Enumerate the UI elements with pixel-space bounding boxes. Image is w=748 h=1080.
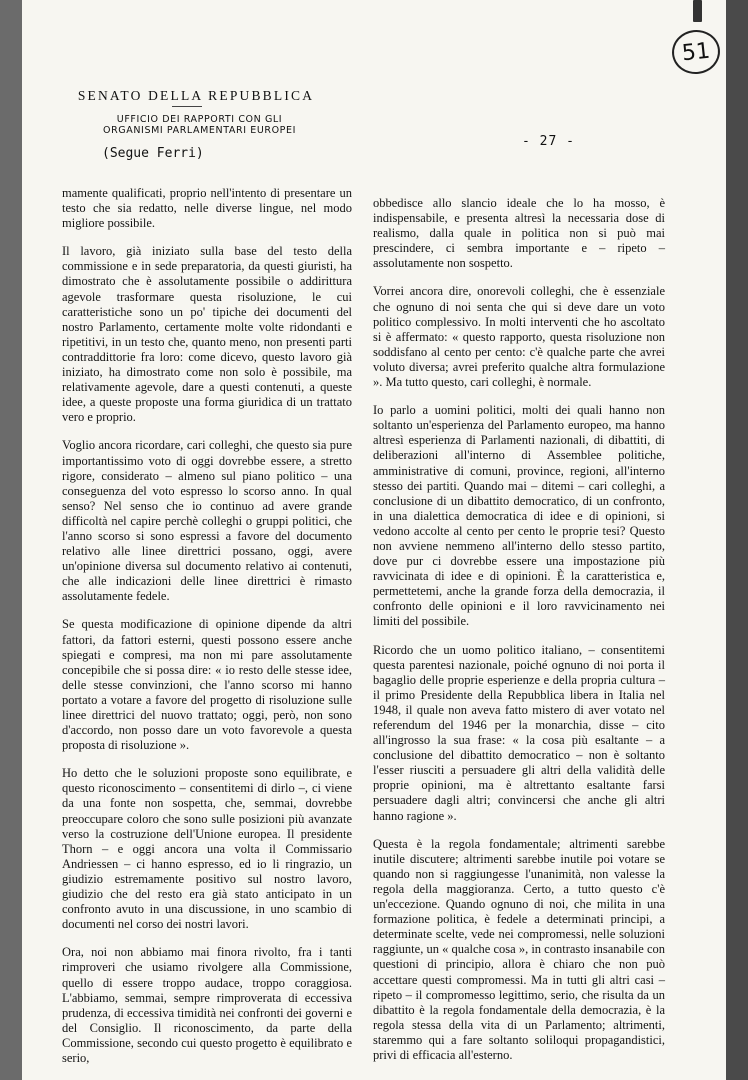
- paragraph: Questa è la regola fondamentale; altrimenti sarebbe inutile discutere; altrimenti sarebbe inutile poi votare se quando non si raggiungesse l'unanimità, non valesse la regola della maggioranza. Certo, a tutto questo c'è un'eccezione. Quando ognuno di noi, che milita in una formazione politica, è fedele a determinati principi, a determinate scelte, vede nei compromessi, nelle soluzioni raggiunte, un « qualche cosa », in contrasto insanabile con questioni di principio, allora è chiaro che non può accettare questi compromessi. Ma in tutti gli altri casi – ripeto – il compromesso legittimo, serio, che risulta da un dibattito è la regola fondamentale della democrazia, è la regola stessa della vita di un Parlamento; altrimenti, staremmo qui a fare soltanto soliloqui propagandistici, privi di efficacia all'esterno.: [373, 836, 665, 1062]
- paragraph: Se questa modificazione di opinione dipende da altri fattori, da fattori esterni, questi possono essere anche spiegati e compresi, ma non mi pare assolutamente concepibile che si possa dire: « io resto delle stesse idee, delle stesse convinzioni, che l'anno scorso mi hanno portato a votare a favore del progetto di risoluzione sulle linee direttrici del nuovo trattato; oggi, però, non sono d'accordo, non posso dare un voto favorevole a questa proposta di risoluzione ».: [62, 617, 352, 753]
- office-subtitle-line1: UFFICIO DEI RAPPORTI CON GLI: [116, 114, 283, 125]
- document-page: [22, 0, 726, 1080]
- segue-speaker: (Segue Ferri): [102, 146, 204, 161]
- senate-title: SENATO DELLA REPUBBLICA: [77, 88, 315, 103]
- paragraph: obbedisce allo slancio ideale che lo ha mosso, è indispensabile, e presenta altresì la necessaria dose di realismo, dalla quale in politica non si può mai prescindere, ci sembra importante e – ripeto – assolutamente non sospetto.: [373, 196, 665, 271]
- page-number: - 27 -: [522, 134, 575, 149]
- page-edge-shadow: [726, 0, 748, 1080]
- paragraph: Io parlo a uomini politici, molti dei quali hanno non soltanto un'esperienza del Parlamento europeo, ma hanno altresì esperienza di Parlamenti nazionali, di dibattiti, di deliberazioni all'interno di Assemblee politiche, amministrative di comuni, province, regioni, all'interno stesso dei partiti. Quando mai – ditemi – cari colleghi, a conclusione di un dibattito democratico, di un confronto, in una dialettica democratica di idee e di opinioni, si vedono accolte al cento per cento le proprie tesi? Questo non avviene nemmeno all'interno dello stesso partito, dove pur ci dovrebbe essere una impostazione più ravvicinata di idee e di opinioni. È la caratteristica e, permettetemi, anche la grande forza della democrazia, il confronto delle opinioni e il loro ravvicinamento nei limiti del possibile.: [373, 403, 665, 629]
- paragraph: Voglio ancora ricordare, cari colleghi, che questo sia pure importantissimo voto di oggi dovrebbe essere, a stretto rigore, considerato – almeno sul piano politico – una conseguenza del voto espresso lo scorso anno. In qual senso? Nel senso che io continuo ad avere grande difficoltà nel capire perchè colleghi o gruppi politici, che l'anno scorso si sono espressi a favore del documento relativo alle linee direttrici possano, oggi, avere un'opinione diversa sul documento relativo ai contenuti, che alle indicazioni delle linee direttrici è rimasto assolutamente fedele.: [62, 438, 352, 604]
- paragraph: Ho detto che le soluzioni proposte sono equilibrate, e questo riconoscimento – consentitemi di dirlo –, ci viene da una fonte non sospetta, che, semmai, dovrebbe preoccupare coloro che sono sulle posizioni più avanzate verso la costruzione dell'Unione europea. Il presidente Thorn – e oggi ancora una volta il Commissario Andriessen – ci hanno espresso, ed io li ringrazio, un giudizio estremamente positivo sul nostro lavoro, giudizio che del resto era già stato anticipato in un confronto avuto in una discussione, in uno scambio di documenti nel corso dei nostri lavori.: [62, 766, 352, 932]
- right-column: [373, 196, 665, 1076]
- office-subtitle: [82, 114, 317, 136]
- staple: [693, 0, 702, 22]
- office-subtitle-line2: ORGANISMI PARLAMENTARI EUROPEI: [103, 125, 296, 136]
- paragraph: Ora, noi non abbiamo mai finora rivolto, fra i tanti rimproveri che usiamo rivolgere alla Commissione, quello di essere troppo audace, troppo coraggiosa. L'abbiamo, semmai, sempre rimproverata di eccessiva prudenza, di eccessiva timidità nei confronti dei governi e del Consiglio. Il riconoscimento, da parte della Commissione, secondo cui questo progetto è equilibrato e serio,: [62, 945, 352, 1065]
- paragraph: Ricordo che un uomo politico italiano, – consentitemi questa parentesi nazionale, poiché ognuno di noi porta il bagaglio delle proprie esperienze e della propria cultura – il primo Presidente della Repubblica libera in Italia nel 1948, il quale non aveva fatto mistero di aver votato nel referendum del 1946 per la monarchia, disse – cito all'ingrosso la sua frase: « la cosa più esaltante – a conclusione del dibattito democratico – non è soltanto l'esser riusciti a persuadere gli altri della validità delle proprie opinioni, ma è altrettanto esaltante farsi persuadere dagli altri; convincersi che anche gli altri hanno ragione ».: [373, 642, 665, 823]
- left-column: [62, 186, 352, 1079]
- handwritten-page-number: 51: [670, 28, 722, 77]
- header-divider: [172, 106, 202, 107]
- paragraph: mamente qualificati, proprio nell'intento di presentare un testo che sia redatto, nelle diverse lingue, nel modo migliore possibile.: [62, 186, 352, 231]
- paragraph: Il lavoro, già iniziato sulla base del testo della commissione e in sede preparatoria, da questi giuristi, ha dimostrato che è assolutamente possibile o addirittura agevole trasformare questa risoluzione, le cui caratteristiche sono un po' tipiche dei documenti del nostro Parlamento, certamente molte volte ridondanti e ripetitivi, in un testo che, quanto meno, non presenti parti contraddittorie fra loro: come dicevo, questo lavoro già iniziato, ha dimostrato come non solo è possibile, ma relativamente agevole, dare a questi contenuti, a queste idee, a queste proposte una forma giuridica di un trattato vero e proprio.: [62, 244, 352, 425]
- paragraph: Vorrei ancora dire, onorevoli colleghi, che è essenziale che ognuno di noi senta che qui si deve dare un voto politico complessivo. In molti interventi che ho ascoltato si è affermato: « questo rapporto, questa risoluzione non soddisfano al cento per cento: c'è qualche parte che avrei voluto diversa; avrei preferito qualche altra formulazione ». Ma tutto questo, cari colleghi, è normale.: [373, 284, 665, 390]
